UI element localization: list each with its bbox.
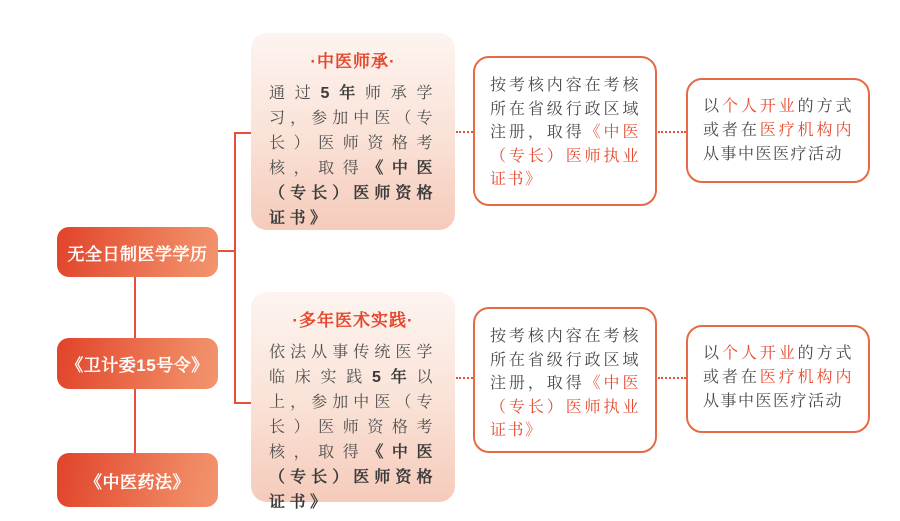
text-segment-bold: 5年 [320, 85, 365, 102]
branch-panel-practice [251, 292, 455, 511]
text-segment: 从事中医医疗活动 [703, 146, 844, 163]
node-weijiwei-order-15 [57, 338, 218, 389]
text-segment: 的方式或者在 [703, 345, 853, 386]
register-box-branch1 [473, 56, 657, 206]
text-segment-red: 《中医（专长）医师执业证书》 [490, 375, 640, 439]
text-segment: 以 [703, 98, 722, 115]
node-label: 《卫计委15号令》 [66, 356, 209, 375]
branch-body [269, 340, 437, 515]
node-label: 《中医药法》 [85, 472, 190, 492]
register-text [490, 74, 640, 192]
text-segment: 按考核内容在考核所在省级行政区域注册，取得 [490, 77, 640, 141]
dotted-connector-branch1-register [456, 131, 473, 133]
branch-title: ·多年医术实践· [292, 311, 414, 330]
text-segment: 按考核内容在考核所在省级行政区域注册，取得 [490, 328, 640, 392]
text-segment: 的方式或者在 [703, 98, 853, 139]
outcome-text [703, 95, 853, 167]
node-no-fulltime-medical-degree [57, 227, 218, 277]
connector-bracket-to-branch2 [236, 402, 251, 404]
outcome-box-branch2 [686, 325, 870, 433]
connector-node1-bracket [218, 250, 234, 252]
branch-title: ·中医师承· [310, 52, 396, 71]
connector-node2-node3 [134, 389, 136, 453]
dotted-connector-register2-outcome2 [658, 377, 686, 379]
register-text [490, 325, 640, 443]
text-segment: 以上，参加中医（专长）医师资格考核，取得 [269, 369, 437, 461]
outcome-text [703, 342, 853, 414]
dotted-connector-branch2-register [456, 377, 473, 379]
text-segment: 从事中医医疗活动 [703, 393, 844, 410]
text-segment-red: 医疗机构内 [759, 369, 853, 386]
connector-bracket-to-branch1 [236, 132, 251, 134]
node-label: 无全日制医学学历 [67, 244, 208, 264]
dotted-connector-register1-outcome1 [658, 131, 686, 133]
text-segment: 师承学习，参加中医（专长）医师资格考核，取得 [269, 85, 437, 177]
connector-bracket-vertical [234, 132, 236, 404]
branch-panel-mentorship [251, 33, 455, 230]
text-segment-red: 《中医（专长）医师执业证书》 [490, 124, 640, 188]
node-tcm-law [57, 453, 218, 507]
text-segment-bold: 《中医（专长）医师资格证书》 [269, 444, 437, 511]
text-segment-red: 个人开业 [721, 345, 798, 362]
text-segment-red: 个人开业 [721, 98, 798, 115]
text-segment: 依法从事传统医学临床实践 [269, 344, 437, 386]
text-segment: 通过 [269, 85, 321, 102]
connector-node1-node2 [134, 277, 136, 338]
outcome-box-branch1 [686, 78, 870, 183]
text-segment-bold: 《中医（专长）医师资格证书》 [269, 160, 437, 227]
text-segment-bold: 5年 [372, 369, 417, 386]
text-segment: 以 [703, 345, 722, 362]
text-segment-red: 医疗机构内 [759, 122, 853, 139]
branch-body [269, 81, 437, 231]
register-box-branch2 [473, 307, 657, 453]
